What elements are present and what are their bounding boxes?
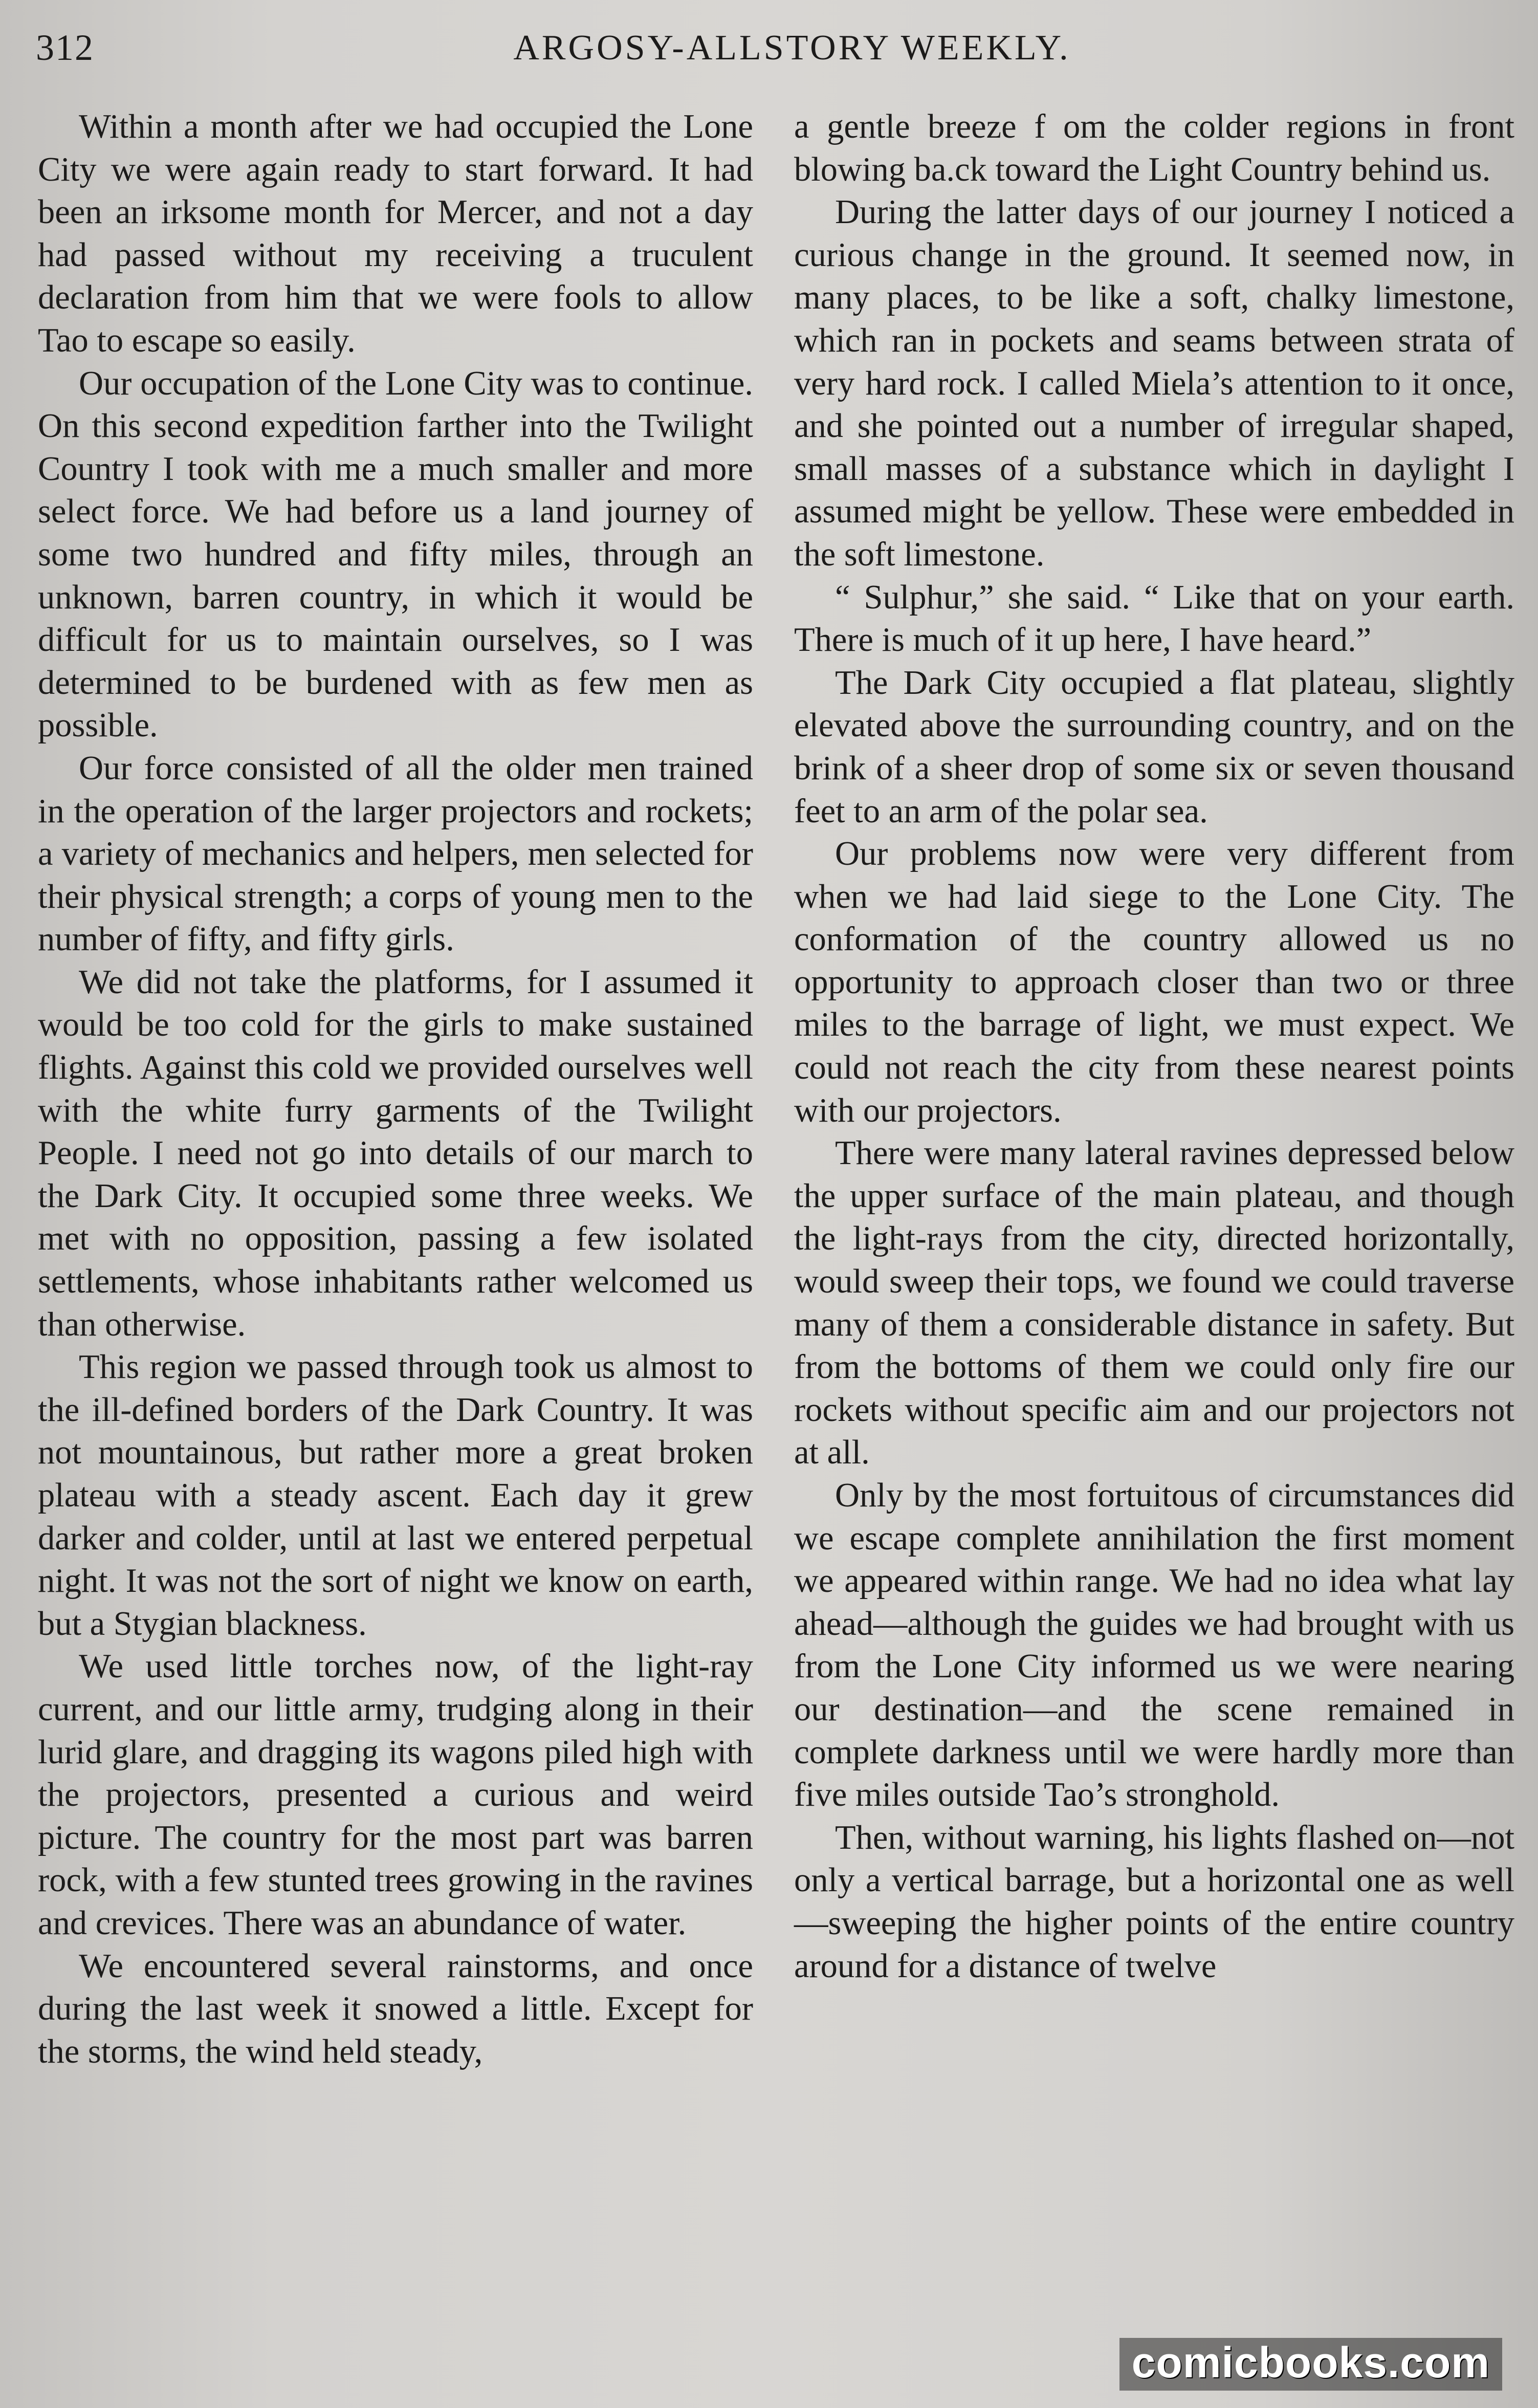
right-column xyxy=(794,105,1514,1987)
paragraph: Only by the most fortuitous of circumstances did we escape complete annihilation the first moment we appeared within range. We had no idea what lay ahead—although the guides we had brought with us from the Lone City informed us we were nearing our destination—and the scene remained in complete darkness until we were hardly more than five miles outside Tao’s stronghold. xyxy=(794,1477,1514,1814)
paragraph: Our problems now were very different from when we had laid siege to the Lone City. The conformation of the country allowed us no opportunity to approach closer than two or three miles to the barrage of light, we must expect. We could not reach the city from these nearest points with our projectors. xyxy=(794,835,1514,1129)
paragraph: This region we passed through took us almost to the ill-defined borders of the Dark Country. It was not mountainous, but rather more a great broken plateau with a steady ascent. Each day it grew darker and colder, until at last we entered perpetual night. It was not the sort of night we know on earth, but a Stygian blackness. xyxy=(38,1348,753,1643)
page-number: 312 xyxy=(36,27,94,68)
paragraph: We encountered several rainstorms, and once during the last week it snowed a little. Except for the storms, the wind held steady, xyxy=(38,1947,753,2070)
page-header xyxy=(36,20,1502,77)
paragraph: Our force consisted of all the older men trained in the operation of the larger projectors and rockets; a variety of mechanics and helpers, men selected for their physical strength; a corps of young men to the number of fifty, and fifty girls. xyxy=(38,749,753,958)
paragraph: During the latter days of our journey I noticed a curious change in the ground. It seemed now, in many places, to be like a soft, chalky limestone, which ran in pockets and seams between strata of very hard rock. I called Miela’s attention to it once, and she pointed out a number of irregular shaped, small masses of a substance which in daylight I assumed might be yellow. These were embedded in the soft limestone. xyxy=(794,193,1514,573)
paragraph: Within a month after we had occupied the Lone City we were again ready to start forward. It had been an irksome month for Mercer, and not a day had passed without my receiving a truculent declaration from him that we were fools to allow Tao to escape so easily. xyxy=(38,108,753,359)
site-watermark: comicbooks.com xyxy=(1119,2338,1502,2391)
continued-paragraph: a gentle breeze f om the colder regions in front blowing ba.ck toward the Light Country behind us. xyxy=(794,108,1514,188)
paragraph: “ Sulphur,” she said. “ Like that on your earth. There is much of it up here, I have heard.” xyxy=(794,578,1514,659)
left-column xyxy=(38,105,753,2073)
paragraph: Then, without warning, his lights flashed on—not only a vertical barrage, but a horizontal one as well—sweeping the higher points of the entire country around for a distance of twelve xyxy=(794,1819,1514,1985)
paragraph: There were many lateral ravines depressed below the upper surface of the main plateau, and though the light-rays from the city, directed horizontally, would sweep their tops, we found we could traverse many of them a considerable distance in safety. But from the bottoms of them we could only fire our rockets without specific aim and our projectors not at all. xyxy=(794,1134,1514,1472)
running-title: ARGOSY-ALLSTORY WEEKLY. xyxy=(513,28,1071,68)
paragraph: The Dark City occupied a flat plateau, slightly elevated above the surrounding country, and on the brink of a sheer drop of some six or seven thousand feet to an arm of the polar sea. xyxy=(794,664,1514,830)
paragraph: We used little torches now, of the light-ray current, and our little army, trudging along in their lurid glare, and dragging its wagons piled high with the projectors, presented a curious and weird picture. The country for the most part was barren rock, with a few stunted trees growing in the ravines and crevices. There was an abundance of water. xyxy=(38,1648,753,1942)
paragraph: We did not take the platforms, for I assumed it would be too cold for the girls to make sustained flights. Against this cold we provided ourselves well with the white furry garments of the Twilight People. I need not go into details of our march to the Dark City. It occupied some three weeks. We met with no opposition, passing a few isolated settlements, whose inhabitants rather welcomed us than otherwise. xyxy=(38,963,753,1343)
paragraph: Our occupation of the Lone City was to continue. On this second expedition farther into the Twilight Country I took with me a much smaller and more select force. We had before us a land journey of some two hundred and fifty miles, through an unknown, barren country, in which it would be difficult for us to maintain ourselves, so I was determined to be burdened with as few men as possible. xyxy=(38,364,753,745)
